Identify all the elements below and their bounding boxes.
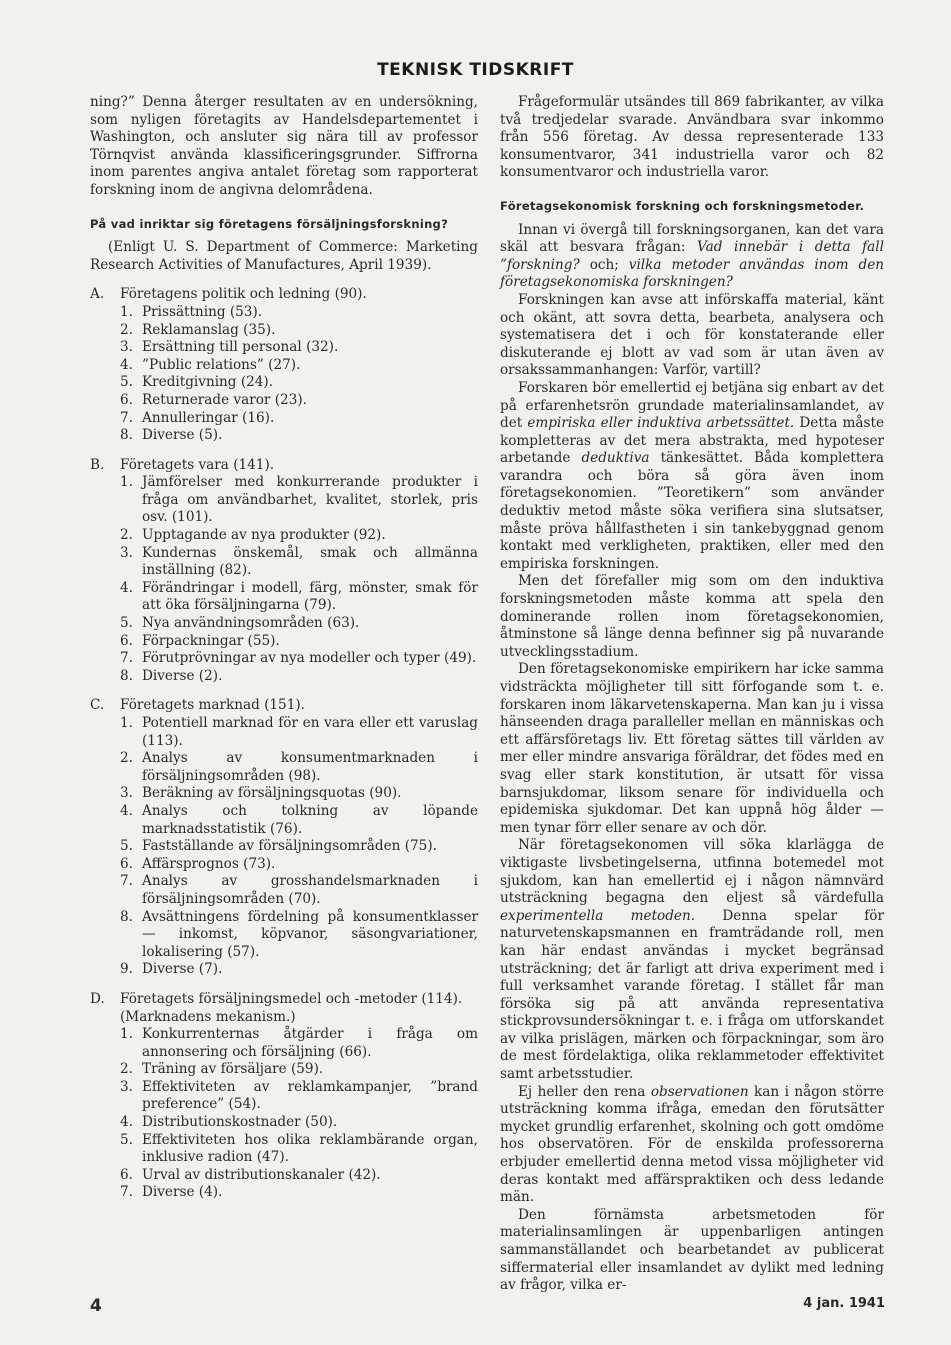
section-d [90,991,478,1202]
left-column [90,94,478,1202]
list-item: 7. Analys av grosshandelsmarknaden i försäljningsområden (70). [120,873,478,907]
list-item: 2. Träning av försäljare (59). [120,1061,324,1078]
section-letter: D. [90,990,105,1007]
paragraph: Forskningen kan avse att införskaffa material, känt och okänt, att sovra detta, bearbeta, analysera och systematisera det i och för konstaterande eller diskuterande ej blott av vad som är utan även av orsakssammanhangen: Varför, vartill? [500,291,884,379]
issue-date: 4 jan. 1941 [803,1296,885,1311]
masthead: TEKNISK TIDSKRIFT [377,60,574,80]
list-item: 6. Affärsprognos (73). [120,855,276,872]
paragraph: Innan vi övergå till forskningsorganen, kan det vara skäl att besvara frågan: Vad innebär i detta fall ”forskning? och; vilka metoder användas inom den företagsekonomiska forskningen? [500,221,884,291]
methods-heading: Företagsekonomisk forskning och forskningsmetoder. [500,198,865,213]
list-item: 2. Analys av konsumentmarknaden i försäljningsområden (98). [120,750,478,784]
list-item: 6. Förpackningar (55). [120,632,280,649]
list-item: 2. Reklamanslag (35). [120,321,276,338]
list-item: 5. Kreditgivning (24). [120,374,274,391]
list-item: 1. Konkurrenternas åtgärder i fråga om annonsering och försäljning (66). [120,1026,478,1060]
list-item: 1. Jämförelser med konkurrerande produkter i fråga om användbarhet, kvalitet, storlek, pris osv. (101). [120,474,478,526]
list-item: 5. Nya användningsområden (63). [120,615,360,632]
list-item: 6. Urval av distributionskanaler (42). [120,1166,381,1183]
list-item: 4. ”Public relations” (27). [120,356,301,373]
list-item: 4. Förändringar i modell, färg, mönster, smak för att öka försäljningarna (79). [120,579,478,614]
list-item: 7. Förutprövningar av nya modeller och typer (49). [120,650,477,667]
list-item: 6. Returnerade varor (23). [120,391,307,408]
survey-heading: På vad inriktar sig företagens försäljningsforskning? [90,216,449,231]
section-title: A. Företagens politik och ledning (90). [90,286,367,303]
page-number: 4 [90,1296,102,1316]
paragraph: Den företagsekonomiske empirikern har icke samma vidsträckta möjligheter till sitt förfogande som t. e. forskaren inom läkarvetenskaperna. Man kan ju i vissa hänseenden draga paralleller mellan en människas och ett affärsföretags liv. Ett företag sättes till världen av mer eller mindre ansvariga föräldrar, det födes med en svag eller stark konstitution, är utsatt för vissa barnsjukdomar, liksom senare för individuella och epidemiska sjukdomar. Det kan uppnå hög ålder — men tynar förr eller senare av och dör. [500,661,884,836]
list-item: 1. Potentiell marknad för en vara eller ett varuslag (113). [120,715,478,749]
paragraph: Ej heller den rena observationen kan i någon större utsträckning komma ifråga, emedan den förutsätter mycket grundlig erfarenhet, skolning och gott omdöme hos observatören. För de enskilda professorerna erbjuder emellertid denna metod vissa möjligheter vid deras kontakt med affärspraktiken och dess ledande män. [500,1083,884,1206]
section-letter: C. [90,697,105,714]
intro-paragraph: ning?” Denna återger resultaten av en undersökning, som nyligen företagits av Handelsdepartementet i Washington, och ansluter sig nära till av professor Törnqvist använda klassificeringsgrunder. Siffrorna inom parentes angiva antalet företag som rapporterat forskning inom de angivna delområdena. [90,94,478,198]
section-letter: A. [90,286,105,303]
list-item: 3. Ersättning till personal (32). [120,339,339,356]
paragraph: Men det förefaller mig som om den induktiva forskningsmetoden måste komma att spela den dominerande rollen inom företagsekonomien, åtminstone så länge denna befinner sig på nuvarande utvecklingsstadium. [500,573,884,660]
list-item: 3. Effektiviteten av reklamkampanjer, ”brand preference” (54). [120,1078,478,1113]
list-item: 9. Diverse (7). [120,961,223,978]
source-citation: (Enligt U. S. Department of Commerce: Marketing Research Activities of Manufactures, April 1939). [90,239,478,273]
list-item: 4. Analys och tolkning av löpande marknadsstatistik (76). [120,802,478,837]
list-item: 4. Distributionskostnader (50). [120,1114,338,1131]
list-item: 1. Prissättning (53). [120,303,263,320]
list-item: 5. Fastställande av försäljningsområden (75). [120,838,437,855]
list-item: 7. Diverse (4). [120,1184,223,1201]
list-item: 8. Diverse (5). [120,427,223,444]
right-column [500,94,884,1295]
section-title: C. Företagets marknad (151). [90,697,305,714]
list-item: 8. Diverse (2). [120,667,223,684]
section-title: B. Företagets vara (141). [90,456,275,473]
list-item: 7. Annulleringar (16). [120,409,275,426]
list-item: 2. Upptagande av nya produkter (92). [120,527,386,544]
list-item: 3. Beräkning av försäljningsquotas (90). [120,785,402,802]
list-item: 5. Effektiviteten hos olika reklambärande organ, inklusive radion (47). [120,1131,478,1166]
paragraph: Frågeformulär utsändes till 869 fabrikanter, av vilka två tredjedelar svarade. Användbara svar inkommo från 556 företag. Av dessa representerade 133 konsumentvaror, 341 industriella varor och 82 konsumentvaror och industriella varor. [500,94,884,181]
paragraph: Forskaren bör emellertid ej betjäna sig enbart av det på erfarenhetsrön grundade materialinsamlandet, av det empiriska eller induktiva arbetssättet. Detta måste kompletteras av det mera abstrakta, med hypoteser arbetande deduktiva tänkesättet. Båda komplettera varandra och böra så göra även inom företagsekonomien. ”Teoretikern” som använder deduktiv metod måste söka verifiera sina slutsatser, måste pröva hållfastheten i sin tankebyggnad genom kontakt med verkligheten, praktiken, eller med den empiriska forskningen. [500,379,885,572]
section-letter: B. [90,456,105,473]
section-a [90,286,478,444]
paragraph: När företagsekonomen vill söka klarlägga de viktigaste livsbetingelserna, utfinna botemedel mot sjukdom, kan han emellertid ej i någon nämnvärd utsträckning begagna den eljest så värdefulla experimentella metoden. Denna spelar för naturvetenskapsmannen en framträdande roll, men kan här endast användas i mycket begränsad utsträckning; det är farligt att driva experiment med i full verksamhet varande företag. I stället får man försöka sig på att använda representativa stickprovsundersökningar t. e. i fråga om utforskandet av vilka prislägen, märken och förpackningar, som äro de mest fördelaktiga, olika reklammetoder effektivitet samt arbetsstudier. [500,837,884,1083]
paragraph: Den förnämsta arbetsmetoden för materialinsamlingen är uppenbarligen antingen sammanställandet och bearbetandet av publicerat siffermaterial eller insamlandet av dylikt med ledning av frågor, vilka er- [500,1206,884,1294]
list-item: 8. Avsättningens fördelning på konsumentklasser — inkomst, köpvanor, säsongvariationer, lokalisering (57). [120,908,478,960]
section-b [90,457,478,686]
section-title: D. Företagets försäljningsmedel och -metoder (114). (Marknadens mekanism.) [90,990,463,1025]
list-item: 3. Kundernas önskemål, smak och allmänna inställning (82). [120,544,478,579]
section-c [90,697,478,979]
